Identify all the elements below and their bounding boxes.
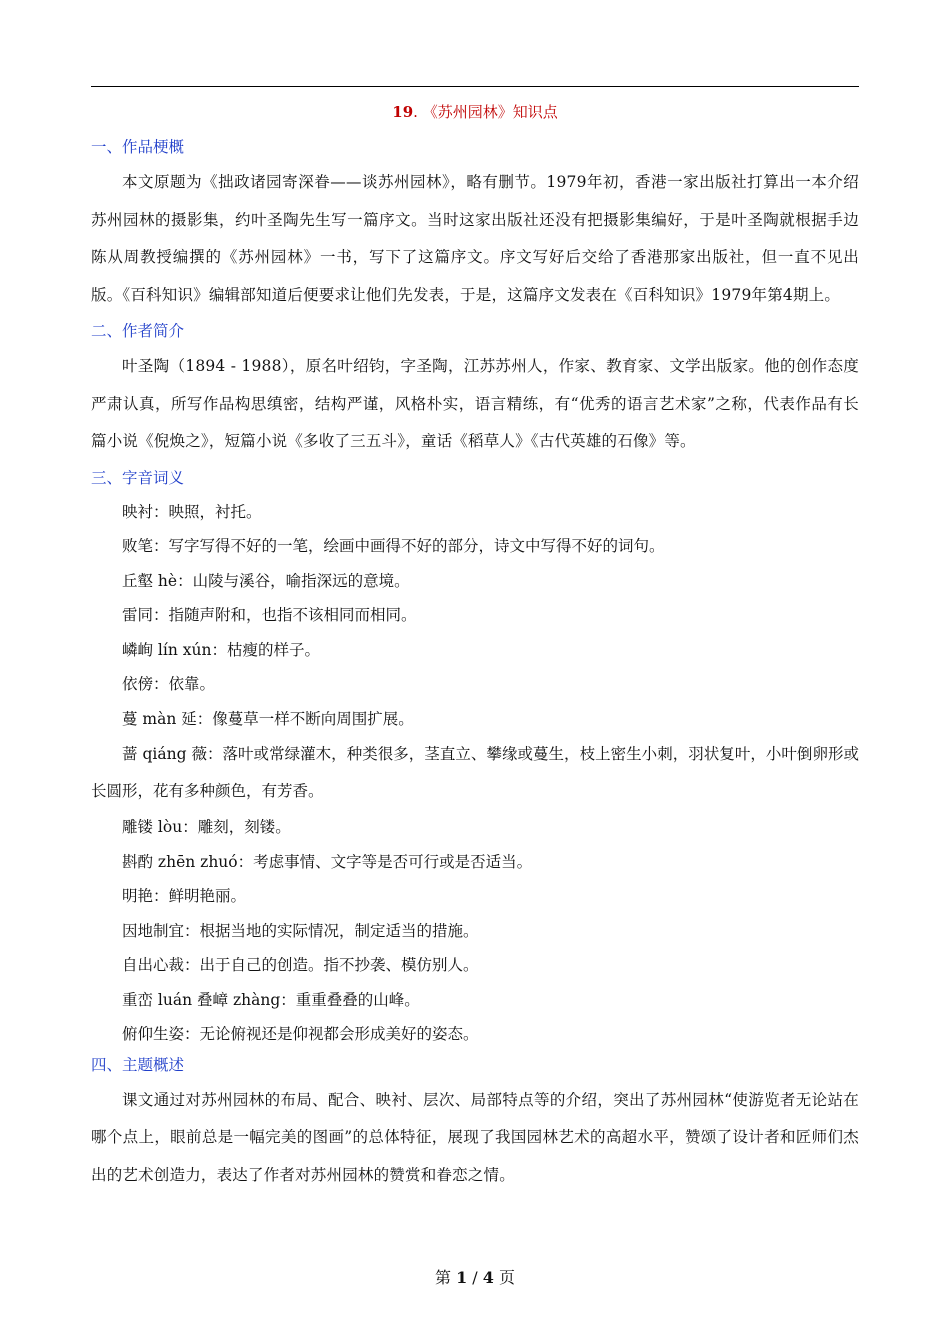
theme-paragraph: 课文通过对苏州园林的布局、配合、映衬、层次、局部特点等的介绍，突出了苏州园林“使游览者无论站在哪个点上，眼前总是一幅完美的图画”的总体特征，展现了我国园林艺术的高超水平，赞颂了设计者和匠师们杰出的艺术创造力，表达了作者对苏州园林的赞赏和眷恋之情。 xyxy=(91,1090,859,1184)
section-heading-summary: 一、作品梗概 xyxy=(91,138,185,156)
vocab-item: 自出心裁：出于自己的创造。指不抄袭、模仿别人。 xyxy=(122,956,479,974)
header-rule xyxy=(91,86,859,87)
vocab-item: 映衬：映照，衬托。 xyxy=(122,502,262,521)
vocab-item: 蔷 qiáng 薇：落叶或常绿灌木，种类很多，茎直立、攀缘或蔓生，枝上密生小刺，羽状复叶，小叶倒卵形或长圆形，花有多种颜色，有芳香。 xyxy=(91,745,859,800)
footer-current-page: 1 xyxy=(456,1268,468,1287)
title-number: 19 xyxy=(392,103,414,121)
vocab-item: 雷同：指随声附和，也指不该相同而相同。 xyxy=(122,606,417,624)
section-heading-vocabulary: 三、字音词义 xyxy=(91,468,185,487)
summary-paragraph: 本文原题为《拙政诸园寄深眷——谈苏州园林》，略有删节。1979年初，香港一家出版社打算出一本介绍苏州园林的摄影集，约叶圣陶先生写一篇序文。当时这家出版社还没有把摄影集编好，于是叶圣陶就根据手边陈从周教授编撰的《苏州园林》一书，写下了这篇序文。序文写好后交给了香港那家出版社，但一直不见出版。《百科知识》编辑部知道后便要求让他们先发表，于是，这篇序文发表在《百科知识》1979年第4期上。 xyxy=(91,173,859,304)
page-footer xyxy=(0,1266,950,1290)
vocab-item: 重峦 luán 叠嶂 zhàng：重重叠叠的山峰。 xyxy=(122,990,420,1009)
vocab-item: 因地制宜：根据当地的实际情况，制定适当的措施。 xyxy=(122,921,479,940)
section-heading-theme: 四、主题概述 xyxy=(91,1055,185,1074)
footer-separator: / xyxy=(472,1268,478,1287)
page-title xyxy=(91,100,859,124)
vocab-item: 俯仰生姿：无论俯视还是仰视都会形成美好的姿态。 xyxy=(122,1025,479,1043)
vocab-item: 丘壑 hè：山陵与溪谷，喻指深远的意境。 xyxy=(122,571,410,590)
footer-prefix: 第 xyxy=(434,1268,451,1287)
footer-total-pages: 4 xyxy=(482,1268,494,1287)
title-dot: . xyxy=(413,103,418,121)
vocab-item: 嶙峋 lín xún：枯瘦的样子。 xyxy=(122,640,320,659)
vocab-item: 雕镂 lòu：雕刻，刻镂。 xyxy=(122,818,291,836)
vocab-item: 依傍：依靠。 xyxy=(122,675,216,693)
vocab-item: 蔓 màn 延：像蔓草一样不断向周围扩展。 xyxy=(122,709,414,728)
vocab-item: 斟酌 zhēn zhuó：考虑事情、文字等是否可行或是否适当。 xyxy=(122,852,533,871)
title-text: 《苏州园林》知识点 xyxy=(422,103,558,121)
footer-suffix: 页 xyxy=(499,1268,516,1287)
vocab-item: 败笔：写字写得不好的一笔，绘画中画得不好的部分，诗文中写得不好的词句。 xyxy=(122,537,665,555)
author-paragraph: 叶圣陶（1894 - 1988），原名叶绍钧，字圣陶，江苏苏州人，作家、教育家、文学出版家。他的创作态度严肃认真，所写作品构思缜密，结构严谨，风格朴实，语言精练，有“优秀的语言艺术家”之称，代表作品有长篇小说《倪焕之》，短篇小说《多收了三五斗》，童话《稻草人》《古代英雄的石像》等。 xyxy=(91,357,859,450)
vocab-item: 明艳：鲜明艳丽。 xyxy=(122,887,247,905)
section-heading-author: 二、作者简介 xyxy=(91,322,185,340)
document-body xyxy=(91,134,859,1198)
vocabulary-list xyxy=(91,495,859,1052)
